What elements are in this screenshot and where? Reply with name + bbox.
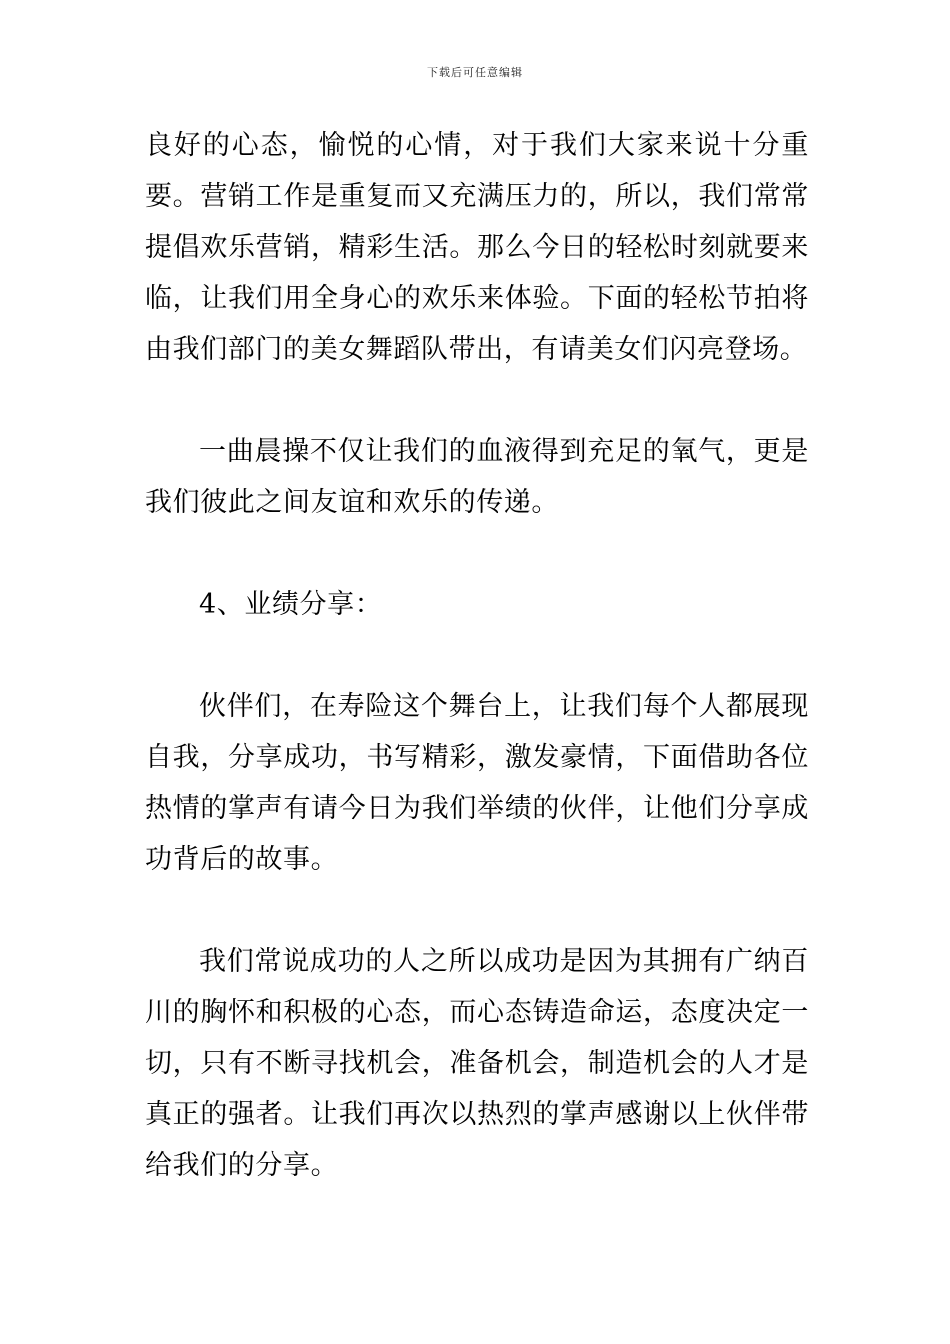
- paragraph-morning-exercise: 一曲晨操不仅让我们的血液得到充足的氧气，更是我们彼此之间友谊和欢乐的传递。: [145, 436, 809, 518]
- page-header: 下载后可任意编辑: [427, 66, 523, 79]
- paragraph-spacer: [145, 885, 809, 936]
- section-heading-performance-sharing: 4、业绩分享：: [199, 589, 383, 620]
- paragraph-spacer: [145, 528, 809, 579]
- paragraph-spacer: [145, 375, 809, 426]
- paragraph-success: 我们常说成功的人之所以成功是因为其拥有广纳百川的胸怀和积极的心态，而心态铸造命运，态度决定一切，只有不断寻找机会，准备机会，制造机会的人才是真正的强者。让我们再次以热烈的掌声感谢以上伙伴带给我们的分享。: [145, 946, 809, 1181]
- paragraph-partners: 伙伴们，在寿险这个舞台上，让我们每个人都展现自我，分享成功，书写精彩，激发豪情，下面借助各位热情的掌声有请今日为我们举绩的伙伴，让他们分享成功背后的故事。: [145, 691, 809, 875]
- paragraph-spacer: [145, 630, 809, 681]
- paragraph-intro: 良好的心态，愉悦的心情，对于我们大家来说十分重要。营销工作是重复而又充满压力的，所以，我们常常提倡欢乐营销，精彩生活。那么今日的轻松时刻就要来临，让我们用全身心的欢乐来体验。下面的轻松节拍将由我们部门的美女舞蹈队带出，有请美女们闪亮登场。: [145, 130, 809, 365]
- document-body: [145, 120, 809, 1191]
